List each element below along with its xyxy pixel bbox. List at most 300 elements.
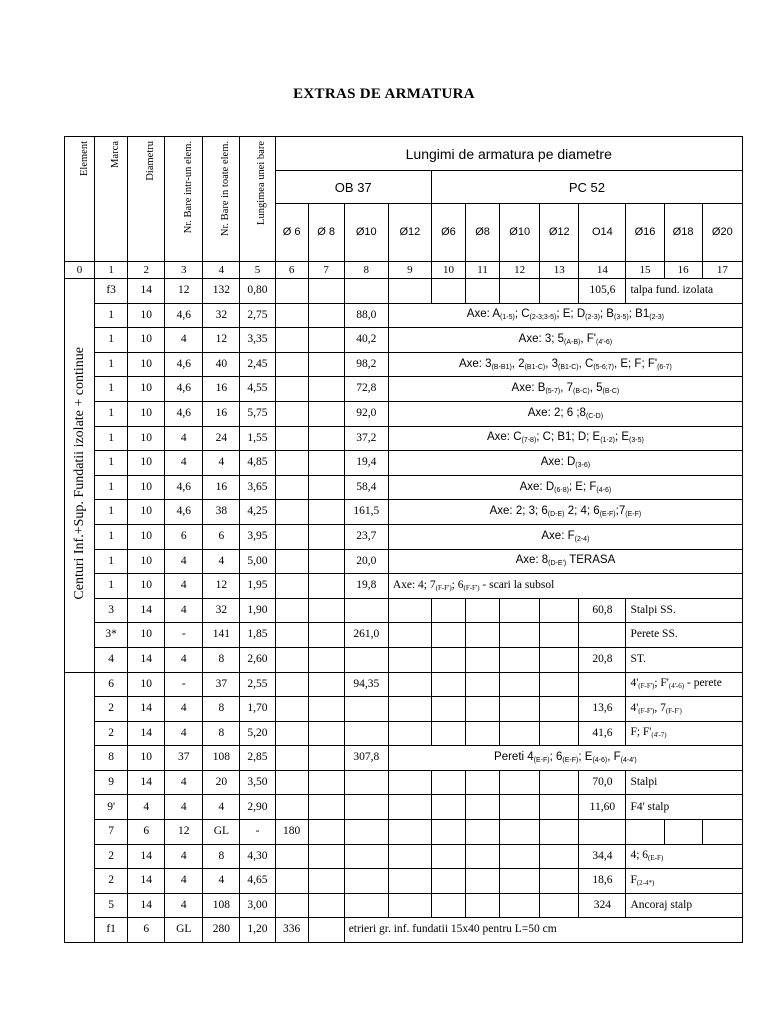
diametru-cell: 14 [128, 598, 165, 623]
column-number: 12 [500, 262, 540, 279]
ob37-d6-cell [275, 672, 308, 697]
ob37-d8-cell [308, 795, 344, 820]
header-diametru: Diametru [128, 137, 165, 262]
ob37-d12-cell [388, 598, 431, 623]
lungime-cell: 1,90 [240, 598, 275, 623]
ob37-d8-cell [308, 549, 344, 574]
marca-cell: 2 [95, 844, 128, 869]
marca-cell: 3 [95, 598, 128, 623]
diametru-cell: 10 [128, 451, 165, 476]
column-number: 16 [664, 262, 702, 279]
table-row [65, 647, 743, 672]
table-row [65, 770, 743, 795]
note-cell: Perete SS. [626, 623, 743, 648]
lungime-cell: 5,20 [240, 721, 275, 746]
pc52-d8-cell [466, 795, 500, 820]
ob37-d6-cell [275, 746, 308, 771]
ob37-d6-cell [275, 352, 308, 377]
ob37-d6-cell [275, 869, 308, 894]
lungime-cell: 3,95 [240, 524, 275, 549]
ob37-d6-cell [275, 500, 308, 525]
ob37-d10-cell: 72,8 [344, 377, 388, 402]
nr-bare-elem-cell: 6 [165, 524, 203, 549]
pc52-d12-cell [540, 795, 579, 820]
pc52-d12-cell [540, 279, 579, 304]
lungime-cell: 2,90 [240, 795, 275, 820]
pc52-d12-cell [540, 770, 579, 795]
table-row [65, 524, 743, 549]
ob37-d6-cell [275, 377, 308, 402]
ob37-d8-cell [308, 524, 344, 549]
table-row [65, 697, 743, 722]
ob37-d10-cell [344, 869, 388, 894]
table-row [65, 352, 743, 377]
diameter-header: Ø20 [702, 204, 742, 262]
pc52-d10-cell [500, 598, 540, 623]
marca-cell: 6 [95, 672, 128, 697]
note-cell: 4; $6_{(E-F)}$ [626, 844, 743, 869]
ob37-d8-cell [308, 303, 344, 328]
ob37-d8-cell [308, 328, 344, 353]
element-group-label [65, 279, 95, 673]
ob37-d10-cell: 23,7 [344, 524, 388, 549]
lungime-cell: 4,55 [240, 377, 275, 402]
ob37-d10-cell [344, 820, 388, 845]
marca-cell: 1 [95, 500, 128, 525]
diameter-header: Ø16 [626, 204, 664, 262]
diametru-cell: 10 [128, 549, 165, 574]
note-cell: F; $F'_{(4'-7)}$ [626, 721, 743, 746]
lungime-cell: 2,45 [240, 352, 275, 377]
column-number: 17 [702, 262, 742, 279]
pc52-d10-cell [500, 844, 540, 869]
axe-cell: Axe: 2; 6 $;8_{(C-D)}$ [388, 401, 742, 426]
pc52-d10-cell [500, 697, 540, 722]
lungime-cell: 4,30 [240, 844, 275, 869]
marca-cell: 1 [95, 475, 128, 500]
axe-cell: Pereti $4_{(E-F)}$; $6_{(E-F)}$; $E_{(4-6)}$, $F_{(4-4')}$ [388, 746, 742, 771]
table-row [65, 795, 743, 820]
note-cell: ST. [626, 647, 743, 672]
table-row [65, 303, 743, 328]
diametru-cell: 10 [128, 524, 165, 549]
lungime-cell: 4,85 [240, 451, 275, 476]
pc52-d8-cell [466, 623, 500, 648]
diametru-cell: 14 [128, 279, 165, 304]
pc52-o14-cell: 324 [579, 893, 626, 918]
ob37-d8-cell [308, 500, 344, 525]
ob37-d6-cell [275, 574, 308, 599]
column-number: 11 [466, 262, 500, 279]
diameter-header: Ø10 [500, 204, 540, 262]
header-marca: Marca [95, 137, 128, 262]
header-element: Element [65, 137, 95, 262]
nr-bare-toate-cell: 4 [203, 451, 240, 476]
axe-cell: Axe: $B_{(5-7)}$, $7_{(B-C)}$, $5_{(B-C)}$ [388, 377, 742, 402]
nr-bare-elem-cell: 4 [165, 328, 203, 353]
ob37-d8-cell [308, 475, 344, 500]
nr-bare-elem-cell: 4 [165, 647, 203, 672]
nr-bare-elem-cell: GL [165, 918, 203, 943]
column-number: 4 [203, 262, 240, 279]
ob37-d10-cell: 98,2 [344, 352, 388, 377]
axe-cell: Axe: $8_{(D-E')}$ TERASA [388, 549, 742, 574]
note-cell: Stalpi SS. [626, 598, 743, 623]
column-number: 7 [308, 262, 344, 279]
nr-bare-toate-cell: 8 [203, 721, 240, 746]
axe-cell: Axe: $A_{(1-5)}$; $C_{(2-3;3-5)}$; E; $D_{(2-3)}$; $B_{(3-5)}$; $B1_{(2-3)}$ [388, 303, 742, 328]
pc52-d6-cell [431, 893, 465, 918]
table-row [65, 279, 743, 304]
nr-bare-elem-cell: 4 [165, 451, 203, 476]
ob37-d6-cell [275, 401, 308, 426]
table-row [65, 426, 743, 451]
pc52-d6-cell [431, 672, 465, 697]
diametru-cell: 10 [128, 623, 165, 648]
nr-bare-elem-cell: 4 [165, 697, 203, 722]
diametru-cell: 14 [128, 697, 165, 722]
pc52-d6-cell [431, 844, 465, 869]
table-row [65, 377, 743, 402]
lungime-cell: 2,60 [240, 647, 275, 672]
lungime-cell: 2,85 [240, 746, 275, 771]
marca-cell: 9' [95, 795, 128, 820]
diametru-cell: 6 [128, 918, 165, 943]
pc52-d10-cell [500, 893, 540, 918]
marca-cell: 1 [95, 451, 128, 476]
table-row [65, 893, 743, 918]
ob37-d8-cell [308, 746, 344, 771]
nr-bare-toate-cell: 37 [203, 672, 240, 697]
column-number: 5 [240, 262, 275, 279]
diametru-cell: 10 [128, 401, 165, 426]
ob37-d8-cell [308, 451, 344, 476]
table-row [65, 721, 743, 746]
column-number: 13 [540, 262, 579, 279]
ob37-d6-cell [275, 647, 308, 672]
lungime-cell: 1,55 [240, 426, 275, 451]
nr-bare-elem-cell: 4,6 [165, 500, 203, 525]
page-title: EXTRAS DE ARMATURA [293, 86, 475, 102]
nr-bare-elem-cell: 4,6 [165, 401, 203, 426]
nr-bare-elem-cell: 12 [165, 279, 203, 304]
ob37-d6-cell [275, 426, 308, 451]
lungime-cell: 3,65 [240, 475, 275, 500]
lungime-cell: 1,70 [240, 697, 275, 722]
diameter-header: Ø 6 [275, 204, 308, 262]
table-row [65, 844, 743, 869]
ob37-d12-cell [388, 893, 431, 918]
ob37-d12-cell [388, 647, 431, 672]
pc52-d6-cell [431, 697, 465, 722]
nr-bare-elem-cell: 12 [165, 820, 203, 845]
header-pc52: PC 52 [431, 171, 742, 204]
diameter-header: Ø12 [540, 204, 579, 262]
diametru-cell: 10 [128, 746, 165, 771]
pc52-d8-cell [466, 721, 500, 746]
ob37-d12-cell [388, 820, 431, 845]
table-row [65, 500, 743, 525]
lungime-cell: 2,75 [240, 303, 275, 328]
ob37-d6-cell [275, 795, 308, 820]
table-row [65, 451, 743, 476]
ob37-d6-cell [275, 598, 308, 623]
ob37-d10-cell: 20,0 [344, 549, 388, 574]
ob37-d10-cell: 37,2 [344, 426, 388, 451]
nr-bare-toate-cell: 20 [203, 770, 240, 795]
ob37-d8-cell [308, 869, 344, 894]
pc52-d12-cell [540, 844, 579, 869]
nr-bare-elem-cell: 4 [165, 426, 203, 451]
pc52-d10-cell [500, 795, 540, 820]
axe-cell: Axe: $D_{(3-6)}$ [388, 451, 742, 476]
ob37-d10-cell [344, 893, 388, 918]
pc52-d12-cell [540, 820, 579, 845]
table-row [65, 574, 743, 599]
nr-bare-toate-cell: 16 [203, 401, 240, 426]
header-lungimea: Lungimea unei bare [240, 137, 275, 262]
diametru-cell: 10 [128, 377, 165, 402]
table-row [65, 475, 743, 500]
pc52-d10-cell [500, 279, 540, 304]
column-number: 10 [431, 262, 465, 279]
diametru-cell: 10 [128, 303, 165, 328]
nr-bare-toate-cell: 4 [203, 549, 240, 574]
nr-bare-toate-cell: 4 [203, 869, 240, 894]
note-cell: $F_{(2-4*)}$ [626, 869, 743, 894]
ob37-d8-cell [308, 279, 344, 304]
diametru-cell: 10 [128, 574, 165, 599]
marca-cell: 7 [95, 820, 128, 845]
ob37-d10-cell [344, 770, 388, 795]
ob37-d6-cell [275, 893, 308, 918]
table-row [65, 623, 743, 648]
ob37-d6-cell [275, 623, 308, 648]
nr-bare-toate-cell: 32 [203, 303, 240, 328]
nr-bare-elem-cell: 4,6 [165, 303, 203, 328]
pc52-o14-cell: 13,6 [579, 697, 626, 722]
ob37-d6-cell [275, 697, 308, 722]
lungime-cell: 3,35 [240, 328, 275, 353]
nr-bare-toate-cell: 16 [203, 377, 240, 402]
nr-bare-toate-cell: 108 [203, 746, 240, 771]
nr-bare-elem-cell: 4 [165, 770, 203, 795]
table-row [65, 918, 743, 943]
ob37-d8-cell [308, 893, 344, 918]
diameter-header: Ø12 [388, 204, 431, 262]
pc52-d8-cell [466, 697, 500, 722]
ob37-d12-cell [388, 770, 431, 795]
ob37-d10-cell: 94,35 [344, 672, 388, 697]
note-cell: Stalpi [626, 770, 743, 795]
pc52-d8-cell [466, 672, 500, 697]
ob37-d6-cell [275, 328, 308, 353]
ob37-d6-cell [275, 279, 308, 304]
nr-bare-toate-cell: 38 [203, 500, 240, 525]
column-number: 0 [65, 262, 95, 279]
marca-cell: 1 [95, 352, 128, 377]
marca-cell: 1 [95, 401, 128, 426]
pc52-o14-cell [579, 672, 626, 697]
rebar-table [64, 136, 743, 943]
diameter-header: Ø6 [431, 204, 465, 262]
pc52-d10-cell [500, 820, 540, 845]
pc52-o14-cell: 20,8 [579, 647, 626, 672]
nr-bare-elem-cell: 4,6 [165, 352, 203, 377]
ob37-d6-cell: 336 [275, 918, 308, 943]
pc52-d10-cell [500, 623, 540, 648]
ob37-d8-cell [308, 352, 344, 377]
pc52-o14-cell: 60,8 [579, 598, 626, 623]
nr-bare-toate-cell: 40 [203, 352, 240, 377]
lungime-cell: 3,50 [240, 770, 275, 795]
ob37-d8-cell [308, 820, 344, 845]
nr-bare-toate-cell: GL [203, 820, 240, 845]
pc52-d12-cell [540, 893, 579, 918]
nr-bare-elem-cell: 4 [165, 869, 203, 894]
ob37-d6-cell [275, 770, 308, 795]
ob37-d8-cell [308, 844, 344, 869]
nr-bare-toate-cell: 8 [203, 697, 240, 722]
marca-cell: 2 [95, 697, 128, 722]
element-group-text: Centuri Inf.+Sup. Fundatii izolate + continue [71, 347, 87, 600]
pc52-d8-cell [466, 869, 500, 894]
axe-cell: Axe: 3; $5_{(A-B)}$, $F'_{(4'-6)}$ [388, 328, 742, 353]
nr-bare-elem-cell: 4 [165, 598, 203, 623]
ob37-d8-cell [308, 918, 344, 943]
marca-cell: f1 [95, 918, 128, 943]
pc52-d6-cell [431, 279, 465, 304]
nr-bare-toate-cell: 280 [203, 918, 240, 943]
ob37-d12-cell [388, 721, 431, 746]
ob37-d12-cell [388, 844, 431, 869]
diametru-cell: 14 [128, 869, 165, 894]
nr-bare-elem-cell: 4 [165, 549, 203, 574]
nr-bare-elem-cell: - [165, 672, 203, 697]
marca-cell: 2 [95, 869, 128, 894]
pc52-d8-cell [466, 844, 500, 869]
axe-cell: Axe: $C_{(7-8)}$; C; B1; D; $E_{(1-2)}$; $E_{(3-5)}$ [388, 426, 742, 451]
lungime-cell: 1,20 [240, 918, 275, 943]
pc52-o14-cell: 105,6 [579, 279, 626, 304]
column-number: 9 [388, 262, 431, 279]
axe-cell: Axe: 2; 3; $6_{(D-E)}$ 2; 4; $6_{(E-F)};7_{(E-F)}$ [388, 500, 742, 525]
nr-bare-toate-cell: 8 [203, 844, 240, 869]
nr-bare-toate-cell: 108 [203, 893, 240, 918]
ob37-d10-cell: 92,0 [344, 401, 388, 426]
pc52-o14-cell: 18,6 [579, 869, 626, 894]
pc52-d12-cell [540, 869, 579, 894]
nr-bare-toate-cell: 12 [203, 574, 240, 599]
nr-bare-elem-cell: 4 [165, 574, 203, 599]
ob37-d10-cell: 19,8 [344, 574, 388, 599]
pc52-d8-cell [466, 820, 500, 845]
lungime-cell: 4,25 [240, 500, 275, 525]
pc52-d10-cell [500, 672, 540, 697]
note-cell: $4'_{(F-F')}$, $7_{(F-F')}$ [626, 697, 743, 722]
ob37-d10-cell [344, 279, 388, 304]
marca-cell: 9 [95, 770, 128, 795]
pc52-d12-cell [540, 721, 579, 746]
ob37-d8-cell [308, 401, 344, 426]
lungime-cell: 4,65 [240, 869, 275, 894]
axe-cell: Axe: $3_{(B-B1)}$, $2_{(B1-C)}$, $3_{(B1-C)}$, $C_{(5-6;7)}$, E; F; $F'_{(6-7)}$ [388, 352, 742, 377]
diameter-header: O14 [579, 204, 626, 262]
axe-cell: Axe: $F_{(2-4)}$ [388, 524, 742, 549]
ob37-d8-cell [308, 721, 344, 746]
row-note: etrieri gr. inf. fundatii 15x40 pentru L=50 cm [344, 918, 742, 943]
nr-bare-toate-cell: 16 [203, 475, 240, 500]
pc52-d10-cell [500, 647, 540, 672]
diametru-cell: 14 [128, 893, 165, 918]
nr-bare-toate-cell: 6 [203, 524, 240, 549]
pc52-d8-cell [466, 279, 500, 304]
lungime-cell: 5,00 [240, 549, 275, 574]
pc52-d18-cell [664, 820, 702, 845]
ob37-d12-cell [388, 697, 431, 722]
lungime-cell: 5,75 [240, 401, 275, 426]
ob37-d10-cell: 161,5 [344, 500, 388, 525]
ob37-d6-cell [275, 451, 308, 476]
header-nr-bare-toate: Nr. Bare in toate elem. [203, 137, 240, 262]
marca-cell: 1 [95, 426, 128, 451]
ob37-d8-cell [308, 697, 344, 722]
ob37-d10-cell: 88,0 [344, 303, 388, 328]
table-row [65, 869, 743, 894]
diametru-cell: 14 [128, 844, 165, 869]
pc52-d6-cell [431, 721, 465, 746]
diametru-cell: 14 [128, 647, 165, 672]
diametru-cell: 14 [128, 770, 165, 795]
column-number: 6 [275, 262, 308, 279]
ob37-d12-cell [388, 623, 431, 648]
table-row [65, 328, 743, 353]
pc52-o14-cell [579, 623, 626, 648]
table-row [65, 672, 743, 697]
ob37-d8-cell [308, 672, 344, 697]
marca-cell: 8 [95, 746, 128, 771]
nr-bare-elem-cell: 4 [165, 795, 203, 820]
lungime-cell: 1,95 [240, 574, 275, 599]
pc52-o14-cell: 34,4 [579, 844, 626, 869]
nr-bare-toate-cell: 24 [203, 426, 240, 451]
diameter-header: Ø 8 [308, 204, 344, 262]
pc52-d20-cell [702, 820, 742, 845]
column-number: 8 [344, 262, 388, 279]
diametru-cell: 10 [128, 352, 165, 377]
nr-bare-elem-cell: 4 [165, 844, 203, 869]
marca-cell: 4 [95, 647, 128, 672]
column-number: 14 [579, 262, 626, 279]
diameter-header: Ø18 [664, 204, 702, 262]
ob37-d8-cell [308, 770, 344, 795]
lungime-cell: 1,85 [240, 623, 275, 648]
pc52-o14-cell: 11,60 [579, 795, 626, 820]
pc52-d8-cell [466, 893, 500, 918]
pc52-o14-cell [579, 820, 626, 845]
ob37-d6-cell [275, 524, 308, 549]
table-row [65, 820, 743, 845]
column-number: 1 [95, 262, 128, 279]
diametru-cell: 4 [128, 795, 165, 820]
pc52-d6-cell [431, 869, 465, 894]
ob37-d10-cell: 58,4 [344, 475, 388, 500]
pc52-d8-cell [466, 647, 500, 672]
ob37-d6-cell [275, 721, 308, 746]
ob37-d8-cell [308, 598, 344, 623]
ob37-d6-cell [275, 303, 308, 328]
table-row [65, 401, 743, 426]
